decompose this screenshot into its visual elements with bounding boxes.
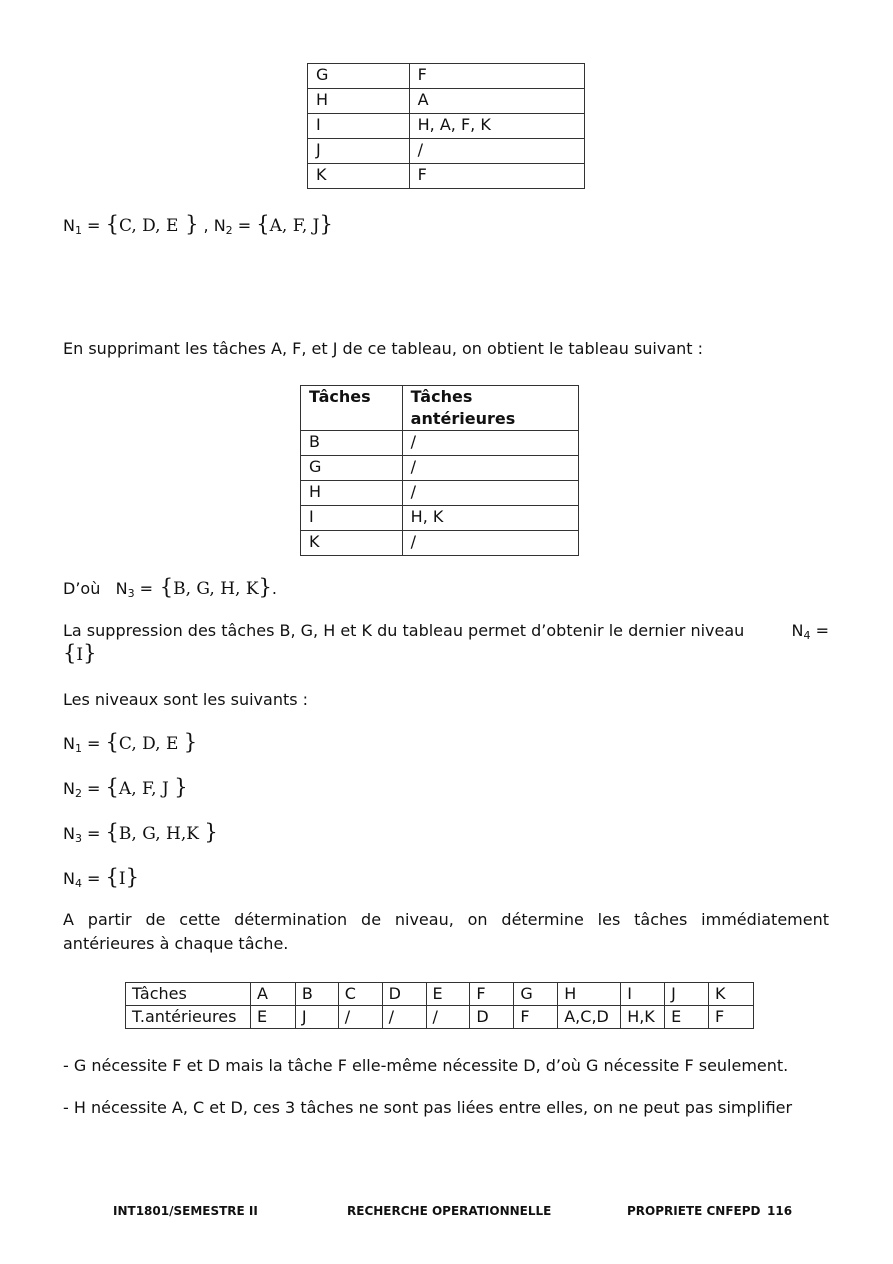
task-cell: G xyxy=(308,64,410,89)
level-set: B, G, H,K xyxy=(118,824,205,844)
immediate-predecessors-table xyxy=(125,982,754,1029)
table-cell: E xyxy=(250,1006,295,1029)
levels-list xyxy=(63,730,218,910)
predecessor-cell: A xyxy=(409,89,584,114)
table-row xyxy=(126,983,754,1006)
footer-page-number: 116 xyxy=(767,1204,793,1218)
predecessor-cell: H, K xyxy=(402,506,578,531)
brace-close: } xyxy=(125,865,140,889)
table-cell: F xyxy=(470,983,514,1006)
table-row xyxy=(308,164,585,189)
table-cell: E xyxy=(426,983,470,1006)
brace-close: } xyxy=(178,212,199,236)
task-cell: B xyxy=(301,431,403,456)
period: . xyxy=(271,579,278,598)
brace-open: { xyxy=(256,212,270,236)
predecessor-cell: F xyxy=(409,64,584,89)
table-cell: / xyxy=(382,1006,426,1029)
footer-subject: RECHERCHE OPERATIONNELLE xyxy=(347,1204,552,1218)
predecessor-cell: / xyxy=(402,456,578,481)
brace-open: { xyxy=(153,575,174,599)
predecessor-cell: H, A, F, K xyxy=(409,114,584,139)
dou-n3-line xyxy=(63,575,277,599)
row-header-cell: Tâches xyxy=(126,983,251,1006)
table-cell: / xyxy=(338,1006,382,1029)
level-label: N4 = xyxy=(63,869,106,890)
table-cell: D xyxy=(382,983,426,1006)
row-header-cell: T.antérieures xyxy=(126,1006,251,1029)
table-cell: C xyxy=(338,983,382,1006)
brace-open: { xyxy=(105,212,119,236)
table-cell: I xyxy=(621,983,665,1006)
determination-line-2: antérieures à chaque tâche. xyxy=(63,934,289,953)
predecessor-cell: / xyxy=(409,139,584,164)
level-item xyxy=(63,730,218,775)
brace-open: { xyxy=(105,730,119,754)
table-cell: H,K xyxy=(621,1006,665,1029)
footer-ownership: PROPRIETE CNFEPD xyxy=(627,1204,761,1218)
bullet-g: - G nécessite F et D mais la tâche F elle-même nécessite D, d’où G nécessite F seulement. xyxy=(63,1056,789,1075)
table-row xyxy=(301,531,579,556)
task-cell: H xyxy=(308,89,410,114)
header-taches: Tâches xyxy=(301,386,403,431)
level-item xyxy=(63,865,218,910)
n3-label: N3 = xyxy=(115,579,154,600)
task-cell: H xyxy=(301,481,403,506)
n3-set: B, G, H, K xyxy=(173,579,259,599)
brace-open: { xyxy=(105,775,119,799)
n4-label: N4 = xyxy=(791,621,829,642)
level-set: A, F, J xyxy=(118,779,175,799)
table-cell: A,C,D xyxy=(558,1006,621,1029)
predecessor-cell: F xyxy=(409,164,584,189)
paragraph-levels-intro: Les niveaux sont les suivants : xyxy=(63,690,309,709)
task-cell: J xyxy=(308,139,410,164)
brace-open: { xyxy=(105,820,119,844)
levels-line-n1-n2 xyxy=(63,212,333,236)
brace-open: { xyxy=(105,865,119,889)
table-row xyxy=(308,89,585,114)
paragraph-removal: En supprimant les tâches A, F, et J de ce tableau, on obtient le tableau suivant : xyxy=(63,339,704,358)
level-label: N3 = xyxy=(63,824,106,845)
precedence-table-top xyxy=(307,63,585,189)
brace-close: } xyxy=(174,775,188,799)
table-cell: J xyxy=(295,1006,338,1029)
header-taches-anterieures: Tâches antérieures xyxy=(402,386,578,431)
predecessor-cell: / xyxy=(402,481,578,506)
brace-close: } xyxy=(83,641,97,665)
brace-close: } xyxy=(258,575,272,599)
brace-close: } xyxy=(204,820,218,844)
n2-set: A, F, J xyxy=(269,216,320,236)
table-header-row xyxy=(301,386,579,431)
table-cell: E xyxy=(665,1006,709,1029)
brace-close: } xyxy=(183,730,198,754)
table-cell: B xyxy=(295,983,338,1006)
dou-prefix: D’où xyxy=(63,579,101,598)
table-row xyxy=(301,431,579,456)
n1-set: C, D, E xyxy=(118,216,179,236)
level-set: I xyxy=(118,869,126,889)
reduced-precedence-table xyxy=(300,385,579,556)
table-cell: G xyxy=(514,983,558,1006)
table-cell: K xyxy=(709,983,754,1006)
table-cell: H xyxy=(558,983,621,1006)
brace-close: } xyxy=(319,212,333,236)
table-row xyxy=(308,64,585,89)
level-item xyxy=(63,775,218,820)
predecessor-cell: / xyxy=(402,431,578,456)
task-cell: G xyxy=(301,456,403,481)
n4-set: I xyxy=(76,645,84,665)
table-cell: F xyxy=(514,1006,558,1029)
level-item xyxy=(63,820,218,865)
brace-open: { xyxy=(63,641,77,665)
table-row xyxy=(308,139,585,164)
table-row xyxy=(126,1006,754,1029)
table-cell: D xyxy=(470,1006,514,1029)
table-cell: F xyxy=(709,1006,754,1029)
footer-course-code: INT1801/SEMESTRE II xyxy=(113,1204,258,1218)
n1-label: N1 = xyxy=(63,216,101,237)
paragraph-determination xyxy=(63,908,829,956)
table-row xyxy=(301,506,579,531)
table-cell: / xyxy=(426,1006,470,1029)
n2-label: N2 = xyxy=(213,216,257,237)
predecessor-cell: / xyxy=(402,531,578,556)
task-cell: K xyxy=(308,164,410,189)
separator: , xyxy=(198,216,214,235)
suppression-text: La suppression des tâches B, G, H et K du tableau permet d’obtenir le dernier niveau xyxy=(63,621,745,640)
level-set: C, D, E xyxy=(118,734,184,754)
task-cell: I xyxy=(301,506,403,531)
table-row xyxy=(301,481,579,506)
bullet-h: - H nécessite A, C et D, ces 3 tâches ne sont pas liées entre elles, on ne peut pas simplifier xyxy=(63,1098,793,1117)
table-cell: A xyxy=(250,983,295,1006)
determination-line-1: A partir de cette détermination de niveau, on détermine les tâches immédiatement xyxy=(63,910,829,929)
paragraph-suppression xyxy=(63,619,829,667)
table-row xyxy=(301,456,579,481)
table-row xyxy=(308,114,585,139)
table-cell: J xyxy=(665,983,709,1006)
level-label: N1 = xyxy=(63,734,106,755)
task-cell: K xyxy=(301,531,403,556)
task-cell: I xyxy=(308,114,410,139)
level-label: N2 = xyxy=(63,779,106,800)
